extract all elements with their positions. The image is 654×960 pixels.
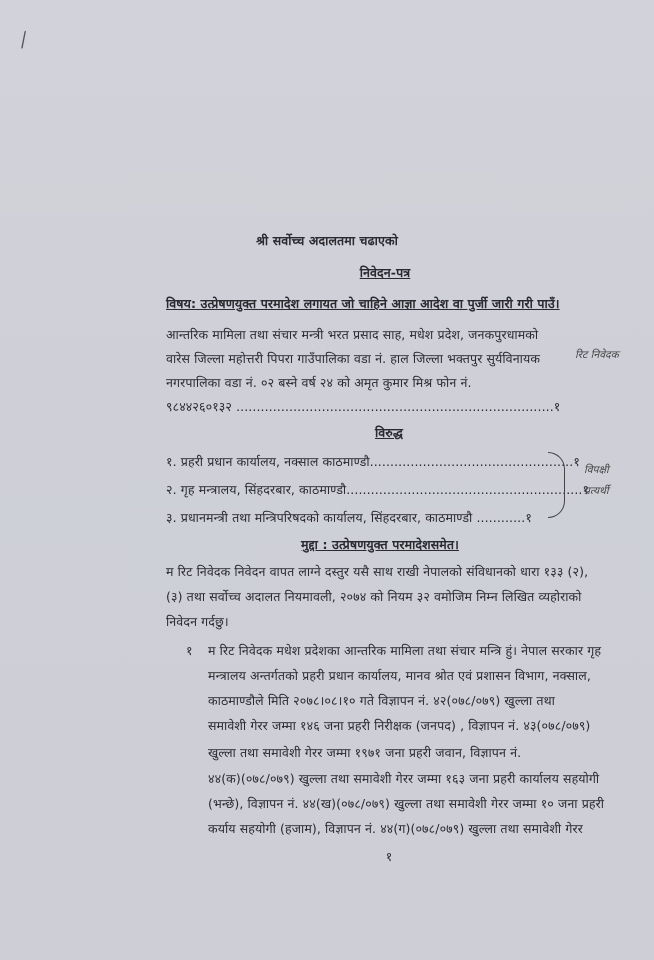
paragraph-line: खुल्ला तथा समावेशी गेरर जम्मा १९७१ जना प्रहरी जवान, विज्ञापन नं.	[208, 745, 522, 760]
petitioner-line: आन्तरिक मामिला तथा संचार मन्त्री भरत प्रसाद साह, मधेश प्रदेश, जनकपुरधामको	[166, 327, 539, 342]
court-heading: श्री सर्वोच्च अदालतमा चढाएको	[256, 233, 398, 248]
paragraph-line: म रिट निवेदक मधेश प्रदेशका आन्तरिक मामिला तथा संचार मन्त्रि हुं। नेपाल सरकार गृह	[208, 643, 602, 658]
paragraph-line: (भन्छे), विज्ञापन नं. ४४(ख)(०७८/०७९) खुल्ला तथा समावेशी गेरर जम्मा १० जना प्रहरी	[208, 796, 605, 811]
intro-line: म रिट निवेदक निवेदन वापत लाग्ने दस्तुर यसै साथ राखी नेपालको संविधानको धारा १३३ (२),	[166, 564, 589, 579]
paragraph-line: काठमाण्डौले मिति २०७८।०८।१० गते विज्ञापन नं. ४२(०७८/०७९) खुल्ला तथा	[208, 693, 555, 708]
petitioner-side-label: रिट निवेदक	[575, 349, 619, 361]
paragraph-line: मन्त्रालय अन्तर्गतको प्रहरी प्रधान कार्यालय, मानव श्रोत एवं प्रशासन विभाग, नक्साल,	[208, 668, 591, 683]
paragraph-line: कर्याय सहयोगी (हजाम), विज्ञापन नं. ४४(ग)(०७८/०७९) खुल्ला तथा समावेशी गेरर	[208, 821, 583, 836]
subject-line: विषय: उत्प्रेषणयुक्त परमादेश लगायत जो चाहिने आज्ञा आदेश वा पुर्जी जारी गरी पाउँ।	[166, 296, 560, 311]
page-number: १	[385, 849, 393, 864]
respondent-item: १. प्रहरी प्रधान कार्यालय, नक्साल काठमाण्डौ..................................................१	[166, 454, 580, 469]
petitioner-line: नगरपालिका वडा नं. ०२ बस्ने वर्ष २४ को अमृत कुमार मिश्र फोन नं.	[166, 375, 472, 390]
respondents-brace	[548, 452, 565, 518]
respondent-item: ३. प्रधानमन्त्री तथा मन्त्रिपरिषदको कार्यालय, सिंहदरबार, काठमाण्डौ ............१	[166, 510, 532, 525]
paragraph-line: ४४(क)(०७८/०७९) खुल्ला तथा समावेशी गेरर जम्मा १६३ जना प्रहरी कार्यालय सहयोगी	[208, 771, 600, 786]
respondent-label-bottom: प्रत्यर्थी	[584, 485, 609, 497]
pen-mark: ⁄	[17, 28, 30, 52]
paragraph-line: समावेशी गेरर जम्मा १४६ जना प्रहरी निरीक्षक (जनपद) , विज्ञापन नं. ४३(०७८/०७९)	[208, 718, 591, 733]
versus-heading: विरुद्ध	[375, 425, 403, 440]
respondent-label-top: विपक्षी	[584, 464, 609, 476]
petitioner-line: वारेस जिल्ला महोत्तरी पिपरा गाउँपालिका वडा नं. हाल जिल्ला भक्तपुर सुर्यविनायक	[166, 351, 541, 366]
paragraph-number: १	[186, 643, 193, 658]
case-title: मुद्दा : उत्प्रेषणयुक्त परमादेशसमेत।	[301, 537, 459, 552]
petitioner-line: ९८४४२६०१३२ ..............................................................................१	[166, 399, 561, 414]
respondent-item: २. गृह मन्त्रालय, सिंहदरबार, काठमाण्डौ..........................................................१	[166, 482, 590, 497]
document-title: निवेदन-पत्र	[359, 265, 411, 280]
intro-line: (३) तथा सर्वोच्च अदालत नियमावली, २०७४ को नियम ३२ वमोजिम निम्न लिखित व्यहोराको	[166, 589, 582, 604]
intro-line: निवेदन गर्दछु।	[166, 614, 229, 629]
